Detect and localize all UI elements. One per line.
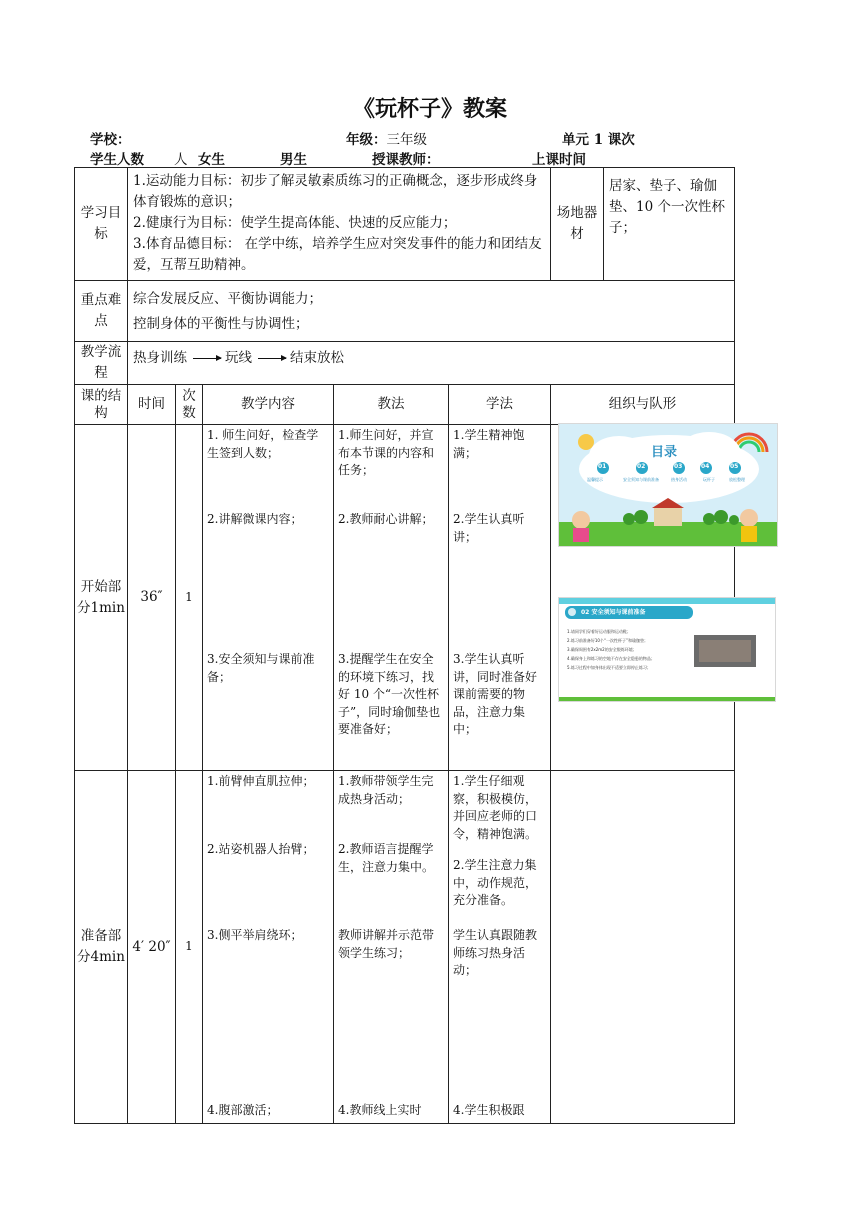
list-item: 4.腹部激活； bbox=[207, 1103, 279, 1117]
safety-slide-image bbox=[558, 597, 776, 702]
section-prep-count: 1 bbox=[176, 771, 203, 1124]
flow-step-2: 玩线 bbox=[225, 350, 252, 366]
flow-step-3: 结束放松 bbox=[290, 350, 344, 366]
catalog-heading: 目录 bbox=[651, 445, 678, 460]
list-item: 4.教师线上实时 bbox=[338, 1103, 422, 1117]
list-item: 3.学生认真听讲，同时准备好课前需要的物品，注意力集中； bbox=[453, 652, 538, 736]
col-structure: 课的结构 bbox=[75, 385, 128, 425]
safety-line: 5.练习过程中如身体出现不适要立即停止练习； bbox=[567, 665, 651, 670]
col-content: 教学内容 bbox=[203, 385, 334, 425]
section-start-time: 36″ bbox=[128, 425, 176, 771]
teacher-label: 授课教师： bbox=[372, 152, 440, 168]
catalog-num: 03 bbox=[674, 463, 683, 470]
list-item: 2.站姿机器人抬臂； bbox=[207, 842, 315, 856]
catalog-caption: 安全须知与课前准备 bbox=[623, 477, 659, 482]
list-item: 2.讲解微课内容； bbox=[207, 512, 303, 526]
catalog-numbers bbox=[597, 463, 747, 475]
list-item: 2.教师语言提醒学生，注意力集中。 bbox=[338, 842, 435, 874]
female-label: 女生 bbox=[198, 152, 225, 168]
section-prep-content bbox=[203, 771, 334, 1124]
catalog-num: 01 bbox=[598, 463, 607, 470]
grade-value: 三年级 bbox=[386, 132, 427, 148]
list-item: 1. 师生问好，检查学生签到人数； bbox=[207, 428, 319, 460]
school-label: 学校： bbox=[90, 132, 131, 148]
time-label: 上课时间 bbox=[532, 152, 586, 168]
flow-cell bbox=[128, 342, 735, 385]
grade-label: 年级： bbox=[346, 132, 387, 148]
list-item: 3.提醒学生在安全的环境下练习，找好 10 个“一次性杯子”，同时瑜伽垫也要准备好； bbox=[338, 652, 441, 736]
section-start-content bbox=[203, 425, 334, 771]
list-item: 3.侧平举肩绕环； bbox=[207, 928, 303, 942]
grade-field bbox=[346, 128, 427, 148]
safety-line: 1.请同学们穿着好运动服和运动鞋； bbox=[567, 629, 631, 634]
safety-line: 2.练习前准备好10个“一次性杯子”和瑜伽垫； bbox=[567, 638, 649, 643]
list-item: 1.教师带领学生完成热身活动； bbox=[338, 774, 434, 806]
catalog-slide-image bbox=[558, 423, 778, 547]
col-method: 教法 bbox=[334, 385, 449, 425]
safety-lines bbox=[567, 627, 655, 672]
arrow-right-icon bbox=[258, 358, 286, 359]
list-item: 1.学生精神饱满； bbox=[453, 428, 525, 460]
objective-2: 2.健康行为目标：使学生提高体能、快速的反应能力； bbox=[133, 215, 457, 231]
objective-3: 3.体育品德目标： 在学中练，培养学生应对突发事件的能力和团结友爱，互帮互助精神。 bbox=[133, 236, 542, 273]
objective-1: 1.运动能力目标：初步了解灵敏素质练习的正确概念，逐步形成终身体育锻炼的意识； bbox=[133, 173, 538, 210]
key-points-label: 重点难点 bbox=[75, 281, 128, 342]
students-label: 学生人数 bbox=[90, 152, 144, 168]
list-item: 学生认真跟随教师练习热身活动； bbox=[453, 928, 538, 977]
objectives-label: 学习目标 bbox=[75, 168, 128, 281]
person-unit: 人 bbox=[174, 152, 188, 168]
flow-step-1: 热身训练 bbox=[133, 350, 187, 366]
col-learning: 学法 bbox=[449, 385, 551, 425]
section-prep-method bbox=[334, 771, 449, 1124]
list-item: 教师讲解并示范带领学生练习； bbox=[338, 928, 435, 960]
list-item: 2.学生认真听讲； bbox=[453, 512, 525, 544]
list-item: 4.学生积极跟 bbox=[453, 1103, 525, 1117]
page-title: 《玩杯子》教案 bbox=[352, 96, 507, 122]
col-time: 时间 bbox=[128, 385, 176, 425]
catalog-num: 02 bbox=[637, 463, 646, 470]
equipment-value: 居家、垫子、瑜伽垫、10 个一次性杯子； bbox=[604, 168, 735, 281]
objectives-cell bbox=[128, 168, 551, 281]
catalog-captions bbox=[587, 477, 757, 485]
key-points-cell bbox=[128, 281, 735, 342]
flow-label: 教学流程 bbox=[75, 342, 128, 385]
list-item: 1.学生仔细观察，积极模仿，并回应老师的口令，精神饱满。 bbox=[453, 774, 538, 841]
section-start-count: 1 bbox=[176, 425, 203, 771]
male-label: 男生 bbox=[280, 152, 307, 168]
catalog-caption: 热身活动 bbox=[671, 477, 687, 482]
equipment-label: 场地器材 bbox=[551, 168, 604, 281]
section-prep-time: 4′ 20″ bbox=[128, 771, 176, 1124]
unit-label: 单元 1 课次 bbox=[562, 132, 635, 148]
catalog-caption: 玩杯子 bbox=[703, 477, 715, 482]
col-organization: 组织与队形 bbox=[551, 385, 735, 425]
key-point-2: 控制身体的平衡性与协调性； bbox=[133, 316, 309, 332]
list-item: 2.学生注意力集中，动作规范，充分准备。 bbox=[453, 858, 538, 907]
catalog-num: 04 bbox=[701, 463, 710, 470]
safety-num: 02 bbox=[581, 609, 590, 616]
list-item: 2.教师耐心讲解； bbox=[338, 512, 434, 526]
col-times: 次数 bbox=[176, 385, 203, 425]
section-prep-name: 准备部分4min bbox=[75, 771, 128, 1124]
catalog-caption: 温馨提示 bbox=[587, 477, 603, 482]
list-item: 1.前臂伸直肌拉伸； bbox=[207, 774, 315, 788]
safety-heading: 02 安全须知与课前准备 bbox=[581, 609, 646, 616]
list-item: 3.安全须知与课前准备； bbox=[207, 652, 315, 684]
key-point-1: 综合发展反应、平衡协调能力； bbox=[133, 291, 322, 307]
safety-line: 3.确保周围有2x2m2的安全锻炼环境； bbox=[567, 647, 637, 652]
catalog-caption: 放松整理 bbox=[729, 477, 745, 482]
catalog-num: 05 bbox=[730, 463, 739, 470]
section-start-name: 开始部分1min bbox=[75, 425, 128, 771]
section-start-learning bbox=[449, 425, 551, 771]
section-prep-learning bbox=[449, 771, 551, 1124]
safety-line: 4.确保身上和练习的空地不存在安全隐患的物品； bbox=[567, 656, 655, 661]
arrow-right-icon bbox=[193, 358, 221, 359]
section-start-method bbox=[334, 425, 449, 771]
section-prep-organization bbox=[551, 771, 735, 1124]
list-item: 1.师生问好，并宣布本节课的内容和任务； bbox=[338, 428, 435, 477]
